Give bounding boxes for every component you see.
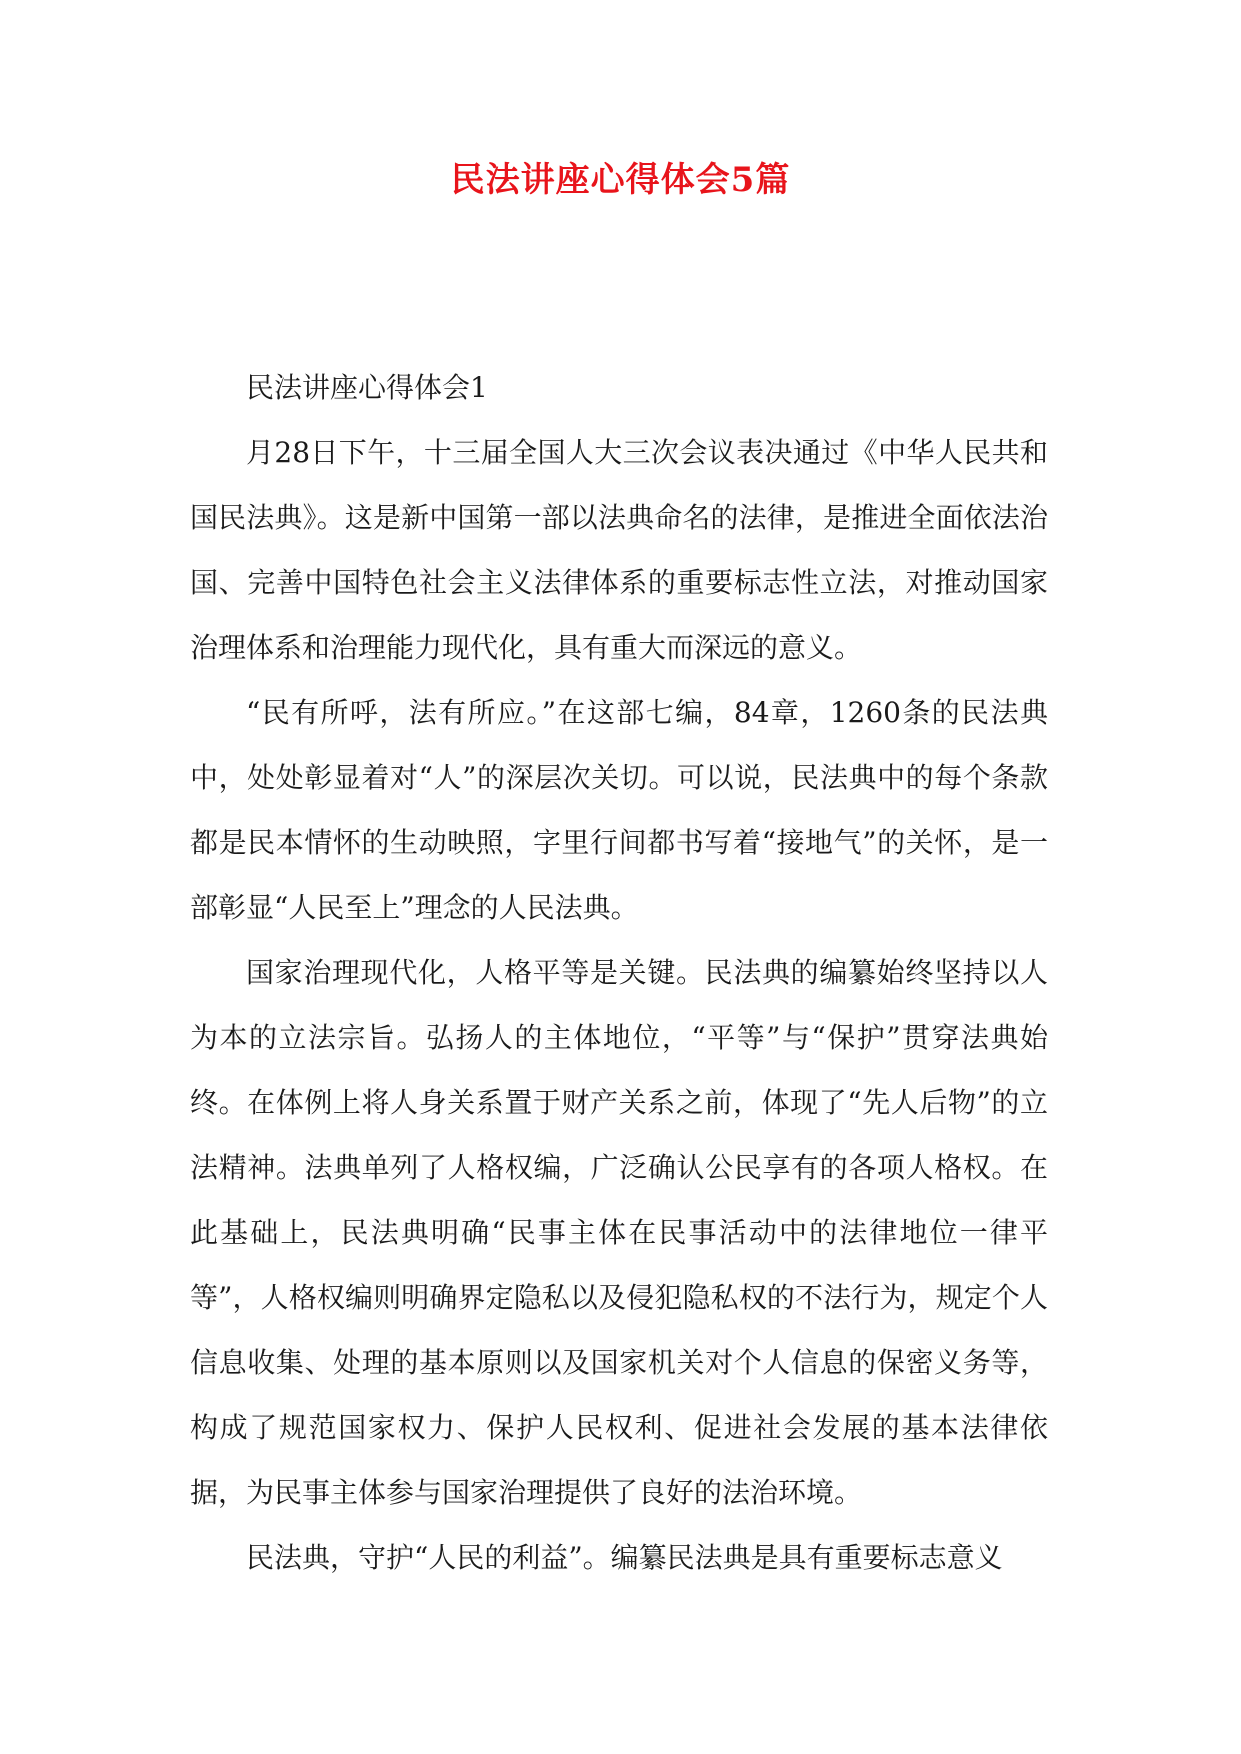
paragraph-1: 月28日下午，十三届全国人大三次会议表决通过《中华人民共和国民法典》。这是新中国第一部以法典命名的法律，是推进全面依法治国、完善中国特色社会主义法律体系的重要标志性立法，对推动国家治理体系和治理能力现代化，具有重大而深远的意义。 xyxy=(190,436,1048,664)
document-body xyxy=(190,355,1048,1590)
section-heading: 民法讲座心得体会1 xyxy=(246,371,488,404)
paragraph-4: 民法典，守护“人民的利益”。编纂民法典是具有重要标志意义 xyxy=(246,1541,1003,1574)
paragraph-2: “民有所呼，法有所应。”在这部七编，84章，1260条的民法典中，处处彰显着对“人”的深层次关切。可以说，民法典中的每个条款都是民本情怀的生动映照，字里行间都书写着“接地气”的关怀，是一部彰显“人民至上”理念的人民法典。 xyxy=(190,696,1048,924)
document-title: 民法讲座心得体会5篇 xyxy=(450,160,791,200)
paragraph-3: 国家治理现代化，人格平等是关键。民法典的编纂始终坚持以人为本的立法宗旨。弘扬人的主体地位，“平等”与“保护”贯穿法典始终。在体例上将人身关系置于财产关系之前，体现了“先人后物”的立法精神。法典单列了人格权编，广泛确认公民享有的各项人格权。在此基础上，民法典明确“民事主体在民事活动中的法律地位一律平等”，人格权编则明确界定隐私以及侵犯隐私权的不法行为，规定个人信息收集、处理的基本原则以及国家机关对个人信息的保密义务等，构成了规范国家权力、保护人民权利、促进社会发展的基本法律依据，为民事主体参与国家治理提供了良好的法治环境。 xyxy=(190,956,1048,1509)
